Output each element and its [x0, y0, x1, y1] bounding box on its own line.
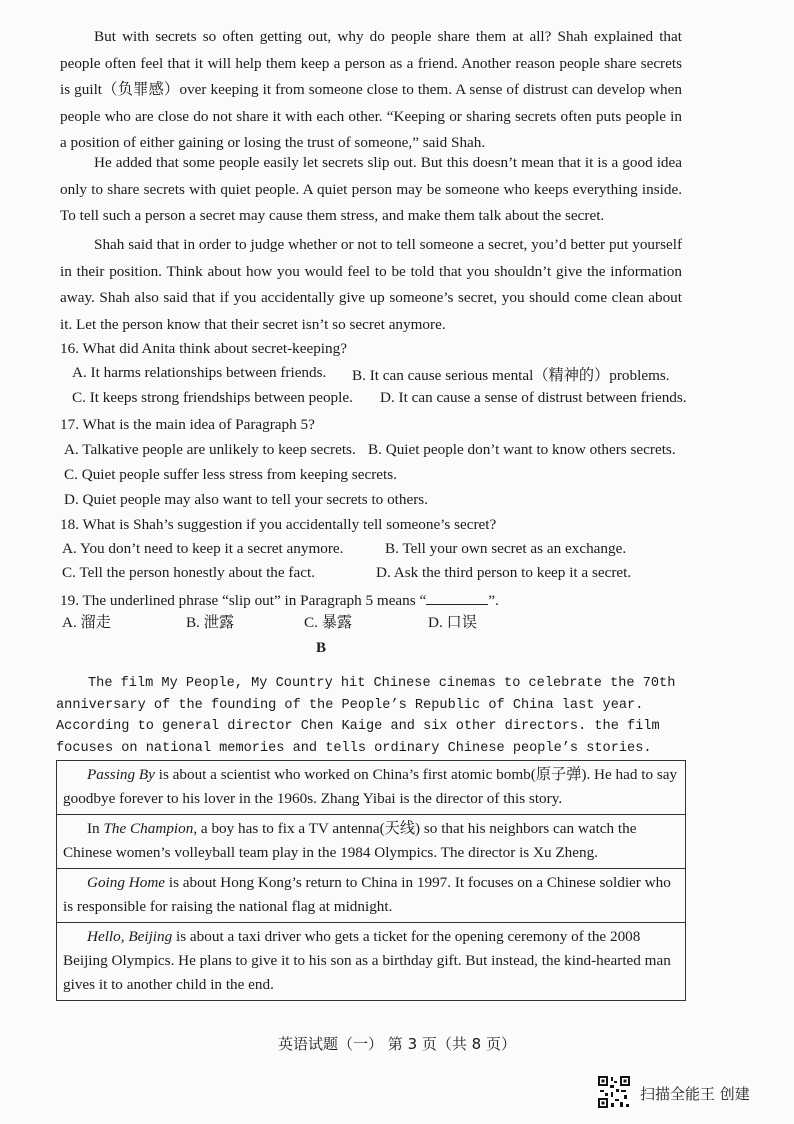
- q18-option-d: D. Ask the third person to keep it a secret.: [376, 564, 632, 581]
- film-title: Passing By: [87, 766, 155, 783]
- question-16-stem: 16. What did Anita think about secret-keeping?: [60, 340, 347, 357]
- table-row: [57, 815, 686, 869]
- page-footer: 英语试题（一） 第 3 页（共 8 页）: [278, 1035, 516, 1053]
- q18-option-a: A. You don’t need to keep it a secret anymore.: [62, 540, 344, 557]
- passage-paragraph-5: Shah said that in order to judge whether or not to tell someone a secret, you’d better put yourself in their position. Think about how you would feel to be told that you shouldn’t give the information away. Shah also said that if you accidentally give up someone’s secret, you should come clean about it. Let the person know that their secret isn’t so secret anymore.: [60, 236, 682, 333]
- film-cell-passing-by: Passing By is about a scientist who worked on China’s first atomic bomb(原子弹). He had to say goodbye forever to his lover in the 1960s. Zhang Yibai is the director of this story.: [57, 761, 686, 815]
- scanner-watermark: 扫描全能王 创建: [640, 1085, 750, 1103]
- q19-option-a: A. 溜走: [62, 614, 111, 631]
- table-row: [57, 923, 686, 1001]
- q16-option-c: C. It keeps strong friendships between people.: [72, 389, 353, 406]
- passage-paragraph-4: He added that some people easily let secrets slip out. But this doesn’t mean that it is a good idea only to share secrets with quiet people. A quiet person may be someone who keeps everything inside. To tell such a person a secret may cause them stress, and make them talk about the secret.: [60, 154, 682, 224]
- q17-option-d: D. Quiet people may also want to tell your secrets to others.: [64, 491, 428, 508]
- q16-option-a: A. It harms relationships between friends.: [72, 364, 327, 381]
- q17-option-c: C. Quiet people suffer less stress from keeping secrets.: [64, 466, 397, 483]
- question-18-stem: 18. What is Shah’s suggestion if you accidentally tell someone’s secret?: [60, 516, 497, 533]
- section-b-label: B: [316, 640, 327, 656]
- q19-option-b: B. 泄露: [186, 614, 235, 631]
- film-title: Going Home: [87, 874, 166, 891]
- q18-option-b: B. Tell your own secret as an exchange.: [385, 540, 627, 557]
- q17-option-b: B. Quiet people don’t want to know others secrets.: [368, 441, 676, 458]
- q16-option-d: D. It can cause a sense of distrust between friends.: [380, 389, 687, 406]
- answer-blank: [426, 590, 488, 605]
- film-cell-the-champion: In The Champion, a boy has to fix a TV antenna(天线) so that his neighbors can watch the Chinese women’s volleyball team play in the 1984 Olympics. The director is Xu Zheng.: [57, 815, 686, 869]
- qr-code-icon: [597, 1075, 631, 1109]
- film-title: Hello, Beijing: [87, 928, 173, 945]
- passage-paragraph-3: But with secrets so often getting out, why do people share them at all? Shah explained that people often feel that it will help them keep a person as a friend. Another reason people share secrets is guilt（负罪感）over keeping it from someone close to them. A sense of distrust can develop when people who are close do not share it with each other. “Keeping or sharing secrets often puts people in a position of either gaining or losing the trust of someone,” said Shah.: [60, 28, 682, 151]
- film-title: The Champion: [103, 820, 194, 837]
- q19-option-c: C. 暴露: [304, 614, 353, 631]
- question-19-stem: 19. The underlined phrase “slip out” in Paragraph 5 means “ ”.: [60, 592, 499, 609]
- q19-option-d: D. 口误: [428, 614, 477, 631]
- question-17-stem: 17. What is the main idea of Paragraph 5?: [60, 416, 315, 433]
- films-table: [56, 760, 686, 1001]
- q17-option-a: A. Talkative people are unlikely to keep secrets.: [64, 441, 356, 458]
- q18-option-c: C. Tell the person honestly about the fact.: [62, 564, 315, 581]
- section-b-intro: The film My People, My Country hit Chinese cinemas to celebrate the 70th anniversary of the founding of the People’s Republic of China last year. According to general director Chen Kaige and six other directors. the film focuses on national memories and tells ordinary Chinese people’s stories.: [56, 676, 676, 756]
- table-row: [57, 869, 686, 923]
- film-cell-going-home: Going Home is about Hong Kong’s return to China in 1997. It focuses on a Chinese soldier who is responsible for raising the national flag at midnight.: [57, 869, 686, 923]
- table-row: [57, 761, 686, 815]
- film-cell-hello-beijing: Hello, Beijing is about a taxi driver who gets a ticket for the opening ceremony of the 2008 Beijing Olympics. He plans to give it to his son as a birthday gift. But instead, the kind-hearted man gives it to another child in the end.: [57, 923, 686, 1001]
- q16-option-b: B. It can cause serious mental（精神的）problems.: [352, 367, 670, 384]
